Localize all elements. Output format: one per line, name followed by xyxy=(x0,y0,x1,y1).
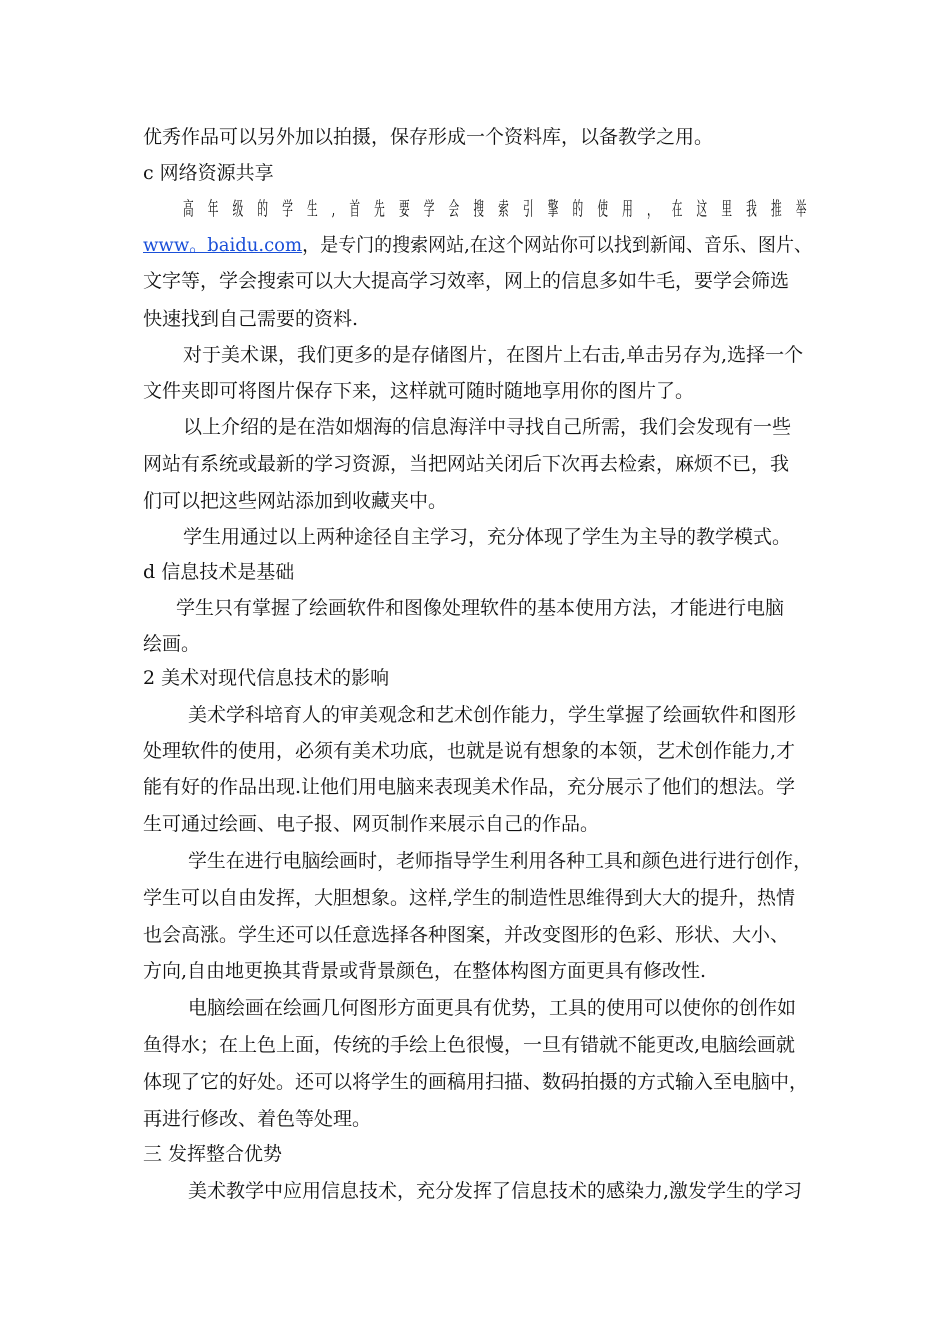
text-line: 能有好的作品出现.让他们用电脑来表现美术作品，充分展示了他们的想法。学 xyxy=(143,776,796,798)
section-heading: 2 美术对现代信息技术的影响 xyxy=(143,667,390,689)
text-line: 美术学科培育人的审美观念和艺术创作能力，学生掌握了绘画软件和图形 xyxy=(188,704,797,726)
text-line: 们可以把这些网站添加到收藏夹中。 xyxy=(143,490,448,512)
text-line: 电脑绘画在绘画几何图形方面更具有优势，工具的使用可以使你的创作如 xyxy=(188,997,797,1019)
baidu-link[interactable]: www。baidu.com xyxy=(143,234,303,256)
text-line: 方向,自由地更换其背景或背景颜色，在整体构图方面更具有修改性. xyxy=(143,960,707,982)
text-fragment: ，是专门的搜索网站,在这个网站你可以找到新闻、音乐、图片、 xyxy=(302,234,812,256)
text-line: 鱼得水；在上色上面，传统的手绘上色很慢，一旦有错就不能更改,电脑绘画就 xyxy=(143,1034,796,1056)
text-line: 学生用通过以上两种途径自主学习，充分体现了学生为主导的教学模式。 xyxy=(183,526,792,548)
text-line: 再进行修改、着色等处理。 xyxy=(143,1108,372,1130)
text-line: 网站有系统或最新的学习资源，当把网站关闭后下次再去检索，麻烦不已，我 xyxy=(143,453,790,475)
section-heading: c 网络资源共享 xyxy=(143,162,274,184)
text-line: 高 年 级 的 学 生 , 首 先 要 学 会 搜 索 引 擎 的 使 用 ， 在 这 里 我 推 举 xyxy=(183,198,812,220)
text-line: 绘画。 xyxy=(143,633,201,655)
text-line: 美术教学中应用信息技术，充分发挥了信息技术的感染力,激发学生的学习 xyxy=(188,1180,803,1202)
text-line: 处理软件的使用，必须有美术功底，也就是说有想象的本领，艺术创作能力,才 xyxy=(143,740,796,762)
section-heading: d 信息技术是基础 xyxy=(143,561,295,583)
text-line: 优秀作品可以另外加以拍摄，保存形成一个资料库，以备教学之用。 xyxy=(143,126,714,148)
text-line: 学生只有掌握了绘画软件和图像处理软件的基本使用方法，才能进行电脑 xyxy=(176,597,785,619)
text-line: 体现了它的好处。还可以将学生的画稿用扫描、数码拍摄的方式输入至电脑中， xyxy=(143,1071,809,1093)
section-heading: 三 发挥整合优势 xyxy=(143,1143,283,1165)
text-line: 快速找到自己需要的资料. xyxy=(143,308,359,330)
text-line: 学生在进行电脑绘画时，老师指导学生利用各种工具和颜色进行进行创作， xyxy=(188,850,813,872)
text-line: 以上介绍的是在浩如烟海的信息海洋中寻找自己所需，我们会发现有一些 xyxy=(183,416,792,438)
text-line: 也会高涨。学生还可以任意选择各种图案，并改变图形的色彩、形状、大小、 xyxy=(143,924,790,946)
text-line: 对于美术课，我们更多的是存储图片，在图片上右击,单击另存为,选择一个 xyxy=(183,344,804,366)
text-line: 文件夹即可将图片保存下来，这样就可随时随地享用你的图片了。 xyxy=(143,380,695,402)
text-line xyxy=(143,233,812,257)
text-line: 学生可以自由发挥，大胆想象。这样,学生的制造性思维得到大大的提升，热情 xyxy=(143,887,796,909)
text-line: 生可通过绘画、电子报、网页制作来展示自己的作品。 xyxy=(143,813,600,835)
text-line: 文字等，学会搜索可以大大提高学习效率，网上的信息多如牛毛，要学会筛选 xyxy=(143,270,790,292)
